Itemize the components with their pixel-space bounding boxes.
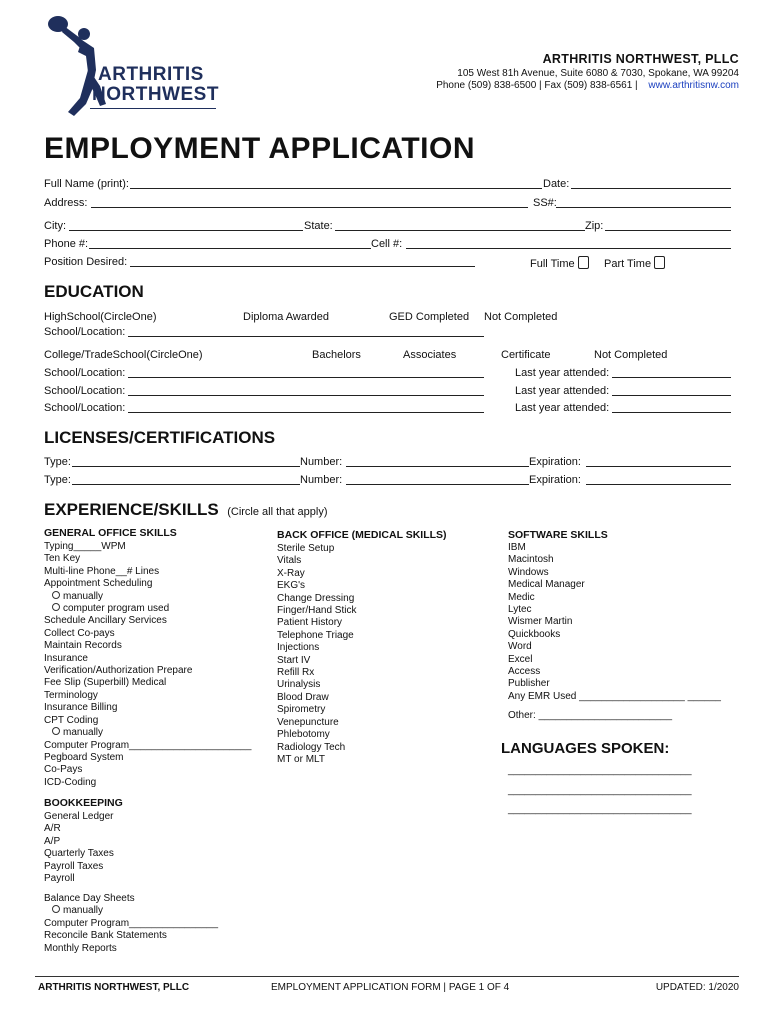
back-office-list <box>277 543 356 766</box>
company-contact <box>436 80 739 91</box>
bookkeeping-item-label: Quarterly Taxes <box>44 848 114 860</box>
software-item-label: Medic <box>508 591 535 603</box>
back-office-item-label: Patient History <box>277 617 343 629</box>
general-office-item-label: Verification/Authorization Prepare <box>44 665 193 677</box>
back-office-item[interactable] <box>277 692 356 704</box>
college-school-location-label-2: School/Location: <box>44 385 126 397</box>
college-school-location-label-3: School/Location: <box>44 402 126 414</box>
software-item[interactable] <box>508 691 721 703</box>
general-office-item-label: Appointment Scheduling <box>44 578 153 590</box>
zip-label: Zip: <box>585 220 604 232</box>
zip-field[interactable] <box>605 230 731 231</box>
position-field[interactable] <box>130 266 475 267</box>
bookkeeping-item-label: A/R <box>44 823 61 835</box>
bookkeeping-item[interactable] <box>44 823 114 835</box>
license-expiration-label-2: Expiration: <box>529 474 581 486</box>
software-item-label: Wismer Martin <box>508 616 573 628</box>
general-office-item[interactable] <box>44 578 251 590</box>
bookkeeping-item[interactable] <box>44 861 114 873</box>
bookkeeping-item-label: Balance Day Sheets <box>44 893 135 904</box>
last-year-label-3: Last year attended: <box>515 402 610 414</box>
back-office-item-label: Venepuncture <box>277 716 339 728</box>
license-number-field-2[interactable] <box>346 484 529 485</box>
general-office-item-label: ICD-Coding <box>44 776 97 788</box>
circle-bullet-icon <box>52 905 60 913</box>
part-time-option <box>604 256 665 271</box>
software-item[interactable] <box>508 554 721 566</box>
bookkeeping-list <box>44 811 114 885</box>
back-office-item[interactable] <box>277 593 356 605</box>
back-office-item[interactable] <box>277 704 356 716</box>
cell-label: Cell #: <box>371 238 403 250</box>
bookkeeping-item[interactable] <box>44 930 218 942</box>
general-office-item[interactable] <box>44 640 251 652</box>
circle-bullet-icon <box>52 591 60 599</box>
general-office-item-label: computer program used <box>63 603 170 615</box>
software-item[interactable] <box>508 579 721 591</box>
general-office-item[interactable] <box>44 677 251 689</box>
last-year-label-2: Last year attended: <box>515 385 610 397</box>
last-year-field-1[interactable] <box>612 377 731 378</box>
software-item[interactable] <box>508 604 721 616</box>
back-office-item-label: Phlebotomy <box>277 729 330 741</box>
footer-rule <box>35 976 739 977</box>
phone-label: Phone #: <box>44 238 89 250</box>
full-name-field[interactable] <box>130 188 542 189</box>
back-office-item-label: Telephone Triage <box>277 629 354 641</box>
back-office-item[interactable] <box>277 655 356 667</box>
general-office-item-label: manually <box>63 727 104 739</box>
software-item[interactable] <box>508 654 721 666</box>
logo-line1: ARTHRITIS <box>98 64 204 85</box>
back-office-item-label: Sterile Setup <box>277 543 335 554</box>
back-office-item[interactable] <box>277 630 356 642</box>
city-field[interactable] <box>69 230 303 231</box>
license-expiration-field-1[interactable] <box>586 466 731 467</box>
bookkeeping-item[interactable] <box>44 918 218 930</box>
license-expiration-label-1: Expiration: <box>529 456 581 468</box>
back-office-item[interactable] <box>277 742 356 754</box>
college-school-location-label-1: School/Location: <box>44 367 126 379</box>
bookkeeping-item[interactable] <box>44 811 114 823</box>
general-office-item[interactable] <box>44 702 251 714</box>
address-field[interactable] <box>91 207 528 208</box>
software-item-label: Windows <box>508 566 549 578</box>
experience-note: (Circle all that apply) <box>227 506 328 518</box>
license-type-label-2: Type: <box>44 474 71 486</box>
ssn-label: SS#: <box>533 197 557 209</box>
back-office-item[interactable] <box>277 667 356 679</box>
license-expiration-field-2[interactable] <box>586 484 731 485</box>
circle-bullet-icon <box>52 727 60 735</box>
bookkeeping-item-label: Payroll Taxes <box>44 860 104 872</box>
software-item-label: Lytec <box>508 604 532 616</box>
last-year-field-3[interactable] <box>612 412 731 413</box>
back-office-item-label: Spirometry <box>277 704 326 716</box>
bookkeeping-item-label: A/P <box>44 835 61 847</box>
back-office-item-label: X-Ray <box>277 567 305 579</box>
license-number-field-1[interactable] <box>346 466 529 467</box>
footer-center: EMPLOYMENT APPLICATION FORM | PAGE 1 OF 4 <box>271 982 510 993</box>
bookkeeping-item[interactable] <box>44 836 114 848</box>
bookkeeping-item-label: Payroll <box>44 873 75 885</box>
experience-heading: EXPERIENCE/SKILLS <box>44 500 219 519</box>
company-website-link[interactable]: www.arthritisnw.com <box>648 80 739 91</box>
back-office-heading: BACK OFFICE (MEDICAL SKILLS) <box>277 529 447 541</box>
general-office-item-label: Fee Slip (Superbill) Medical <box>44 677 167 689</box>
license-number-label-1: Number: <box>300 456 343 468</box>
college-school-location-field-1[interactable] <box>128 377 484 378</box>
part-time-label: Part Time <box>604 258 652 270</box>
back-office-item[interactable] <box>277 642 356 654</box>
hs-diploma-option[interactable]: Diploma Awarded <box>243 311 330 323</box>
bookkeeping-list-2 <box>44 893 218 955</box>
state-label: State: <box>304 220 333 232</box>
cell-field[interactable] <box>406 248 731 249</box>
general-office-item-label: Computer Program______________________ <box>44 739 252 751</box>
college-not-completed-option[interactable]: Not Completed <box>594 349 668 361</box>
general-office-item[interactable] <box>44 727 251 739</box>
software-item[interactable] <box>508 592 721 604</box>
general-office-item[interactable] <box>44 566 251 578</box>
software-list <box>508 542 721 703</box>
general-office-item-label: Insurance <box>44 652 88 664</box>
general-office-item[interactable] <box>44 690 251 702</box>
page-title: EMPLOYMENT APPLICATION <box>44 132 475 165</box>
college-certificate-option[interactable]: Certificate <box>501 349 551 361</box>
back-office-item-label: Vitals <box>277 555 302 567</box>
footer-right: UPDATED: 1/2020 <box>655 982 739 993</box>
software-item[interactable] <box>508 567 721 579</box>
last-year-label-1: Last year attended: <box>515 367 610 379</box>
general-office-item-label: CPT Coding <box>44 714 99 726</box>
general-office-item-label: Insurance Billing <box>44 702 118 714</box>
full-time-label: Full Time <box>530 258 575 270</box>
general-office-item-label: Terminology <box>44 689 98 701</box>
logo-underline <box>90 108 216 109</box>
software-item-label: Publisher <box>508 678 550 690</box>
hs-ged-option[interactable]: GED Completed <box>389 311 470 323</box>
state-field[interactable] <box>335 230 585 231</box>
bookkeeping-item-label: Reconcile Bank Statements <box>44 930 167 942</box>
bookkeeping-item-label: General Ledger <box>44 811 114 822</box>
education-heading: EDUCATION <box>44 282 144 301</box>
back-office-item-label: Injections <box>277 642 320 654</box>
general-office-item[interactable] <box>44 715 251 727</box>
hs-school-location-field[interactable] <box>128 336 484 337</box>
back-office-item[interactable] <box>277 568 356 580</box>
languages-heading: LANGUAGES SPOKEN: <box>501 740 670 757</box>
software-item[interactable] <box>508 678 721 690</box>
bookkeeping-item[interactable] <box>44 905 218 917</box>
back-office-item-label: Urinalysis <box>277 679 321 691</box>
software-item-label: Any EMR Used ___________________ ______ <box>508 690 721 702</box>
back-office-item[interactable] <box>277 543 356 555</box>
back-office-item-label: Change Dressing <box>277 592 355 604</box>
logo <box>44 12 224 122</box>
back-office-item-label: EKG's <box>277 580 306 592</box>
software-item-label: Quickbooks <box>508 628 561 640</box>
language-line-1[interactable]: _________________________________ <box>508 765 692 776</box>
back-office-item-label: Radiology Tech <box>277 741 346 753</box>
general-office-item[interactable] <box>44 740 251 752</box>
software-item-label: Excel <box>508 653 533 665</box>
full-time-option <box>530 256 589 271</box>
back-office-item-label: Blood Draw <box>277 691 329 703</box>
ssn-field[interactable] <box>556 207 731 208</box>
software-other[interactable]: Other: ________________________ <box>508 710 673 721</box>
bookkeeping-item[interactable] <box>44 943 218 955</box>
full-time-checkbox[interactable] <box>578 256 589 269</box>
software-item-label: IBM <box>508 542 526 553</box>
general-office-item-label: manually <box>63 590 104 602</box>
general-office-item[interactable] <box>44 615 251 627</box>
language-line-2[interactable]: _________________________________ <box>508 785 692 796</box>
general-office-item-label: Maintain Records <box>44 640 122 652</box>
license-type-label-1: Type: <box>44 456 71 468</box>
language-line-3[interactable]: _________________________________ <box>508 804 692 815</box>
software-item[interactable] <box>508 542 721 554</box>
hs-label: HighSchool(CircleOne) <box>44 311 157 323</box>
general-office-item[interactable] <box>44 665 251 677</box>
software-heading: SOFTWARE SKILLS <box>508 529 608 541</box>
general-office-item-label: Pegboard System <box>44 751 124 763</box>
company-address: 105 West 81h Avenue, Suite 6080 & 7030, Spokane, WA 99204 <box>457 68 739 79</box>
college-school-location-field-3[interactable] <box>128 412 484 413</box>
back-office-item[interactable] <box>277 555 356 567</box>
phone-field[interactable] <box>89 248 371 249</box>
software-item-label: Medical Manager <box>508 579 585 591</box>
hs-not-completed-option[interactable]: Not Completed <box>484 311 558 323</box>
circle-bullet-icon <box>52 603 60 611</box>
full-name-label: Full Name (print): <box>44 178 129 190</box>
software-item[interactable] <box>508 629 721 641</box>
general-office-item-label: Collect Co-pays <box>44 627 115 639</box>
software-item-label: Word <box>508 641 532 653</box>
license-type-field-1[interactable] <box>72 466 300 467</box>
experience-heading-row <box>44 500 327 520</box>
back-office-item-label: Start IV <box>277 654 311 666</box>
general-office-item[interactable] <box>44 764 251 776</box>
general-office-item[interactable] <box>44 541 251 553</box>
date-label: Date: <box>543 178 570 190</box>
general-office-item[interactable] <box>44 752 251 764</box>
bookkeeping-item[interactable] <box>44 848 114 860</box>
general-office-item[interactable] <box>44 603 251 615</box>
back-office-item[interactable] <box>277 580 356 592</box>
software-item[interactable] <box>508 666 721 678</box>
back-office-item[interactable] <box>277 729 356 741</box>
general-office-item[interactable] <box>44 553 251 565</box>
general-office-item-label: Multi-line Phone__# Lines <box>44 565 160 577</box>
back-office-item-label: Finger/Hand Stick <box>277 605 357 617</box>
bookkeeping-item-label: Computer Program________________ <box>44 917 219 929</box>
licenses-heading: LICENSES/CERTIFICATIONS <box>44 428 276 447</box>
back-office-item[interactable] <box>277 617 356 629</box>
college-associates-option[interactable]: Associates <box>403 349 457 361</box>
back-office-item-label: MT or MLT <box>277 753 325 765</box>
company-name: ARTHRITIS NORTHWEST, PLLC <box>542 52 739 66</box>
company-phone-fax: Phone (509) 838-6500 | Fax (509) 838-6561 | <box>436 80 638 91</box>
hs-school-location-label: School/Location: <box>44 326 126 338</box>
license-number-label-2: Number: <box>300 474 343 486</box>
software-item[interactable] <box>508 641 721 653</box>
general-office-item[interactable] <box>44 777 251 789</box>
last-year-field-2[interactable] <box>612 395 731 396</box>
position-label: Position Desired: <box>44 256 128 268</box>
software-item-label: Access <box>508 666 541 678</box>
general-office-heading: GENERAL OFFICE SKILLS <box>44 527 177 539</box>
bookkeeping-item[interactable] <box>44 873 114 885</box>
date-field[interactable] <box>571 188 731 189</box>
back-office-item[interactable] <box>277 679 356 691</box>
bookkeeping-heading: BOOKKEEPING <box>44 797 123 809</box>
bookkeeping-item-label: manually <box>63 905 104 917</box>
general-office-item[interactable] <box>44 591 251 603</box>
footer-left: ARTHRITIS NORTHWEST, PLLC <box>38 982 190 993</box>
general-office-item-label: Co-Pays <box>44 764 83 776</box>
back-office-item-label: Refill Rx <box>277 667 315 679</box>
bookkeeping-item[interactable] <box>44 893 218 905</box>
part-time-checkbox[interactable] <box>654 256 665 269</box>
general-office-item[interactable] <box>44 628 251 640</box>
city-label: City: <box>44 220 66 232</box>
logo-line2: NORTHWEST <box>92 84 219 105</box>
license-type-field-2[interactable] <box>72 484 300 485</box>
general-office-list <box>44 541 251 789</box>
college-school-location-field-2[interactable] <box>128 395 484 396</box>
software-item-label: Macintosh <box>508 554 554 566</box>
software-item[interactable] <box>508 616 721 628</box>
general-office-item-label: Schedule Ancillary Services <box>44 615 167 627</box>
back-office-item[interactable] <box>277 605 356 617</box>
bookkeeping-item-label: Monthly Reports <box>44 942 117 954</box>
college-bachelors-option[interactable]: Bachelors <box>312 349 361 361</box>
back-office-item[interactable] <box>277 717 356 729</box>
address-label: Address: <box>44 197 88 209</box>
college-label: College/TradeSchool(CircleOne) <box>44 349 203 361</box>
general-office-item[interactable] <box>44 653 251 665</box>
general-office-item-label: Ten Key <box>44 553 81 565</box>
general-office-item-label: Typing_____WPM <box>44 541 126 552</box>
back-office-item[interactable] <box>277 754 356 766</box>
